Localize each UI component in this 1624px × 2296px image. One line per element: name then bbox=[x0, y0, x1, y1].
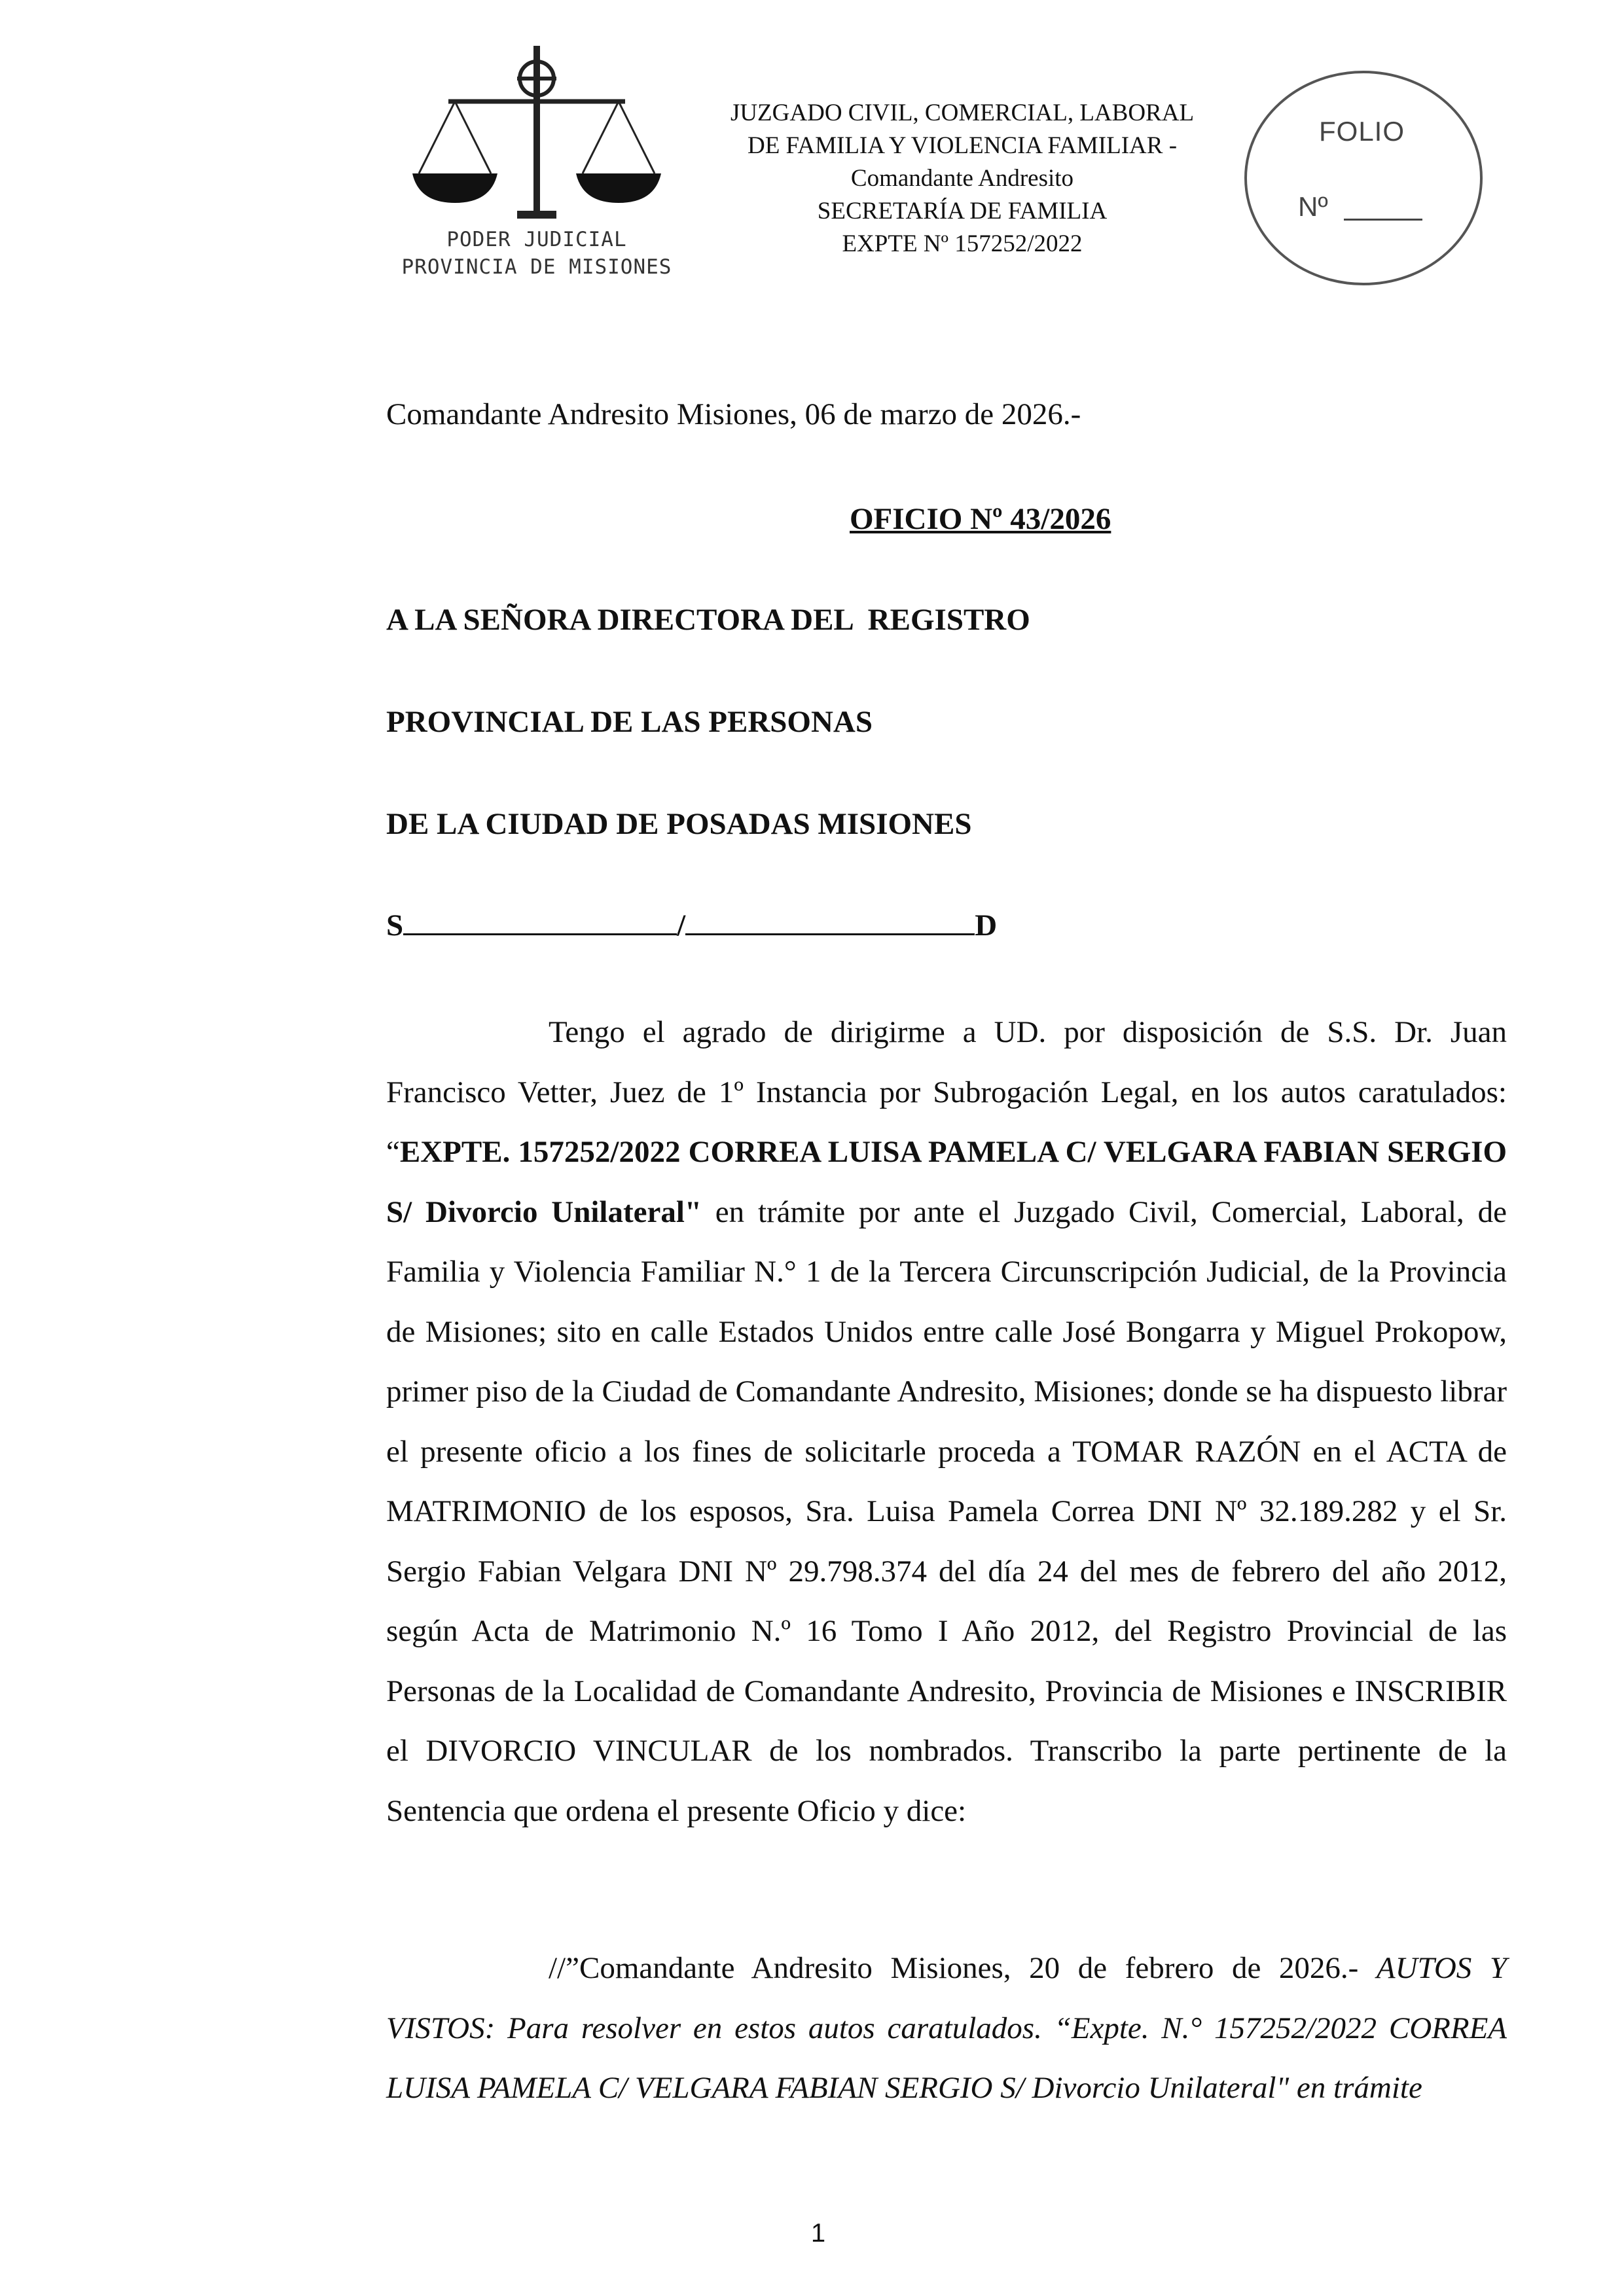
folio-number-blank bbox=[1344, 219, 1422, 221]
case-title: EXPTE. 157252/2022 CORREA LUISA PAMELA C/ VELGARA FABIAN SERGIO S/ Divorcio Unilateral" bbox=[386, 1135, 1507, 1229]
recipient-line-1: A LA SEÑORA DIRECTORA DEL REGISTRO bbox=[386, 603, 1030, 637]
sd-middle: / bbox=[677, 908, 686, 942]
court-header bbox=[655, 97, 1270, 260]
oficio-title: OFICIO Nº 43/2026 bbox=[850, 502, 1111, 536]
scales-of-justice-icon bbox=[393, 39, 681, 229]
folio-stamp bbox=[1240, 67, 1487, 289]
recipient-line-3: DE LA CIUDAD DE POSADAS MISIONES bbox=[386, 807, 972, 841]
sd-start: S bbox=[386, 908, 404, 942]
su-despacho-line bbox=[386, 908, 997, 943]
paragraph-1-body: en trámite por ante el Juzgado Civil, Comercial, Laboral, de Familia y Violencia Familiar N.° 1 de la Tercera Circunscripción Judicial, de la Provincia de Misiones; sito en calle Estados Unidos entre calle José Bongarra y Miguel Prokopow, primer piso de la Ciudad de Comandante Andresito, Misiones; donde se ha dispuesto librar el presente oficio a los fines de solicitarle proceda a TOMAR RAZÓN en el ACTA de MATRIMONIO de los esposos, Sra. Luisa Pamela Correa DNI Nº 32.189.282 y el Sr. Sergio Fabian Velgara DNI Nº 29.798.374 del día 24 del mes de febrero del año 2012, según Acta de Matrimonio N.º 16 Tomo I Año 2012, del Registro Provincial de las Personas de la Localidad de Comandante Andresito, Provincia de Misiones e INSCRIBIR el DIVORCIO VINCULAR de los nombrados. Transcribo la parte pertinente de la Sentencia que ordena el presente Oficio y dice: bbox=[386, 1194, 1507, 1828]
sd-end: D bbox=[975, 908, 998, 942]
folio-circle-icon bbox=[1240, 67, 1487, 289]
paragraph-2-italic: AUTOS Y VISTOS: Para resolver en estos autos caratulados. “Expte. N.° 157252/2022 CORREA LUISA PAMELA C/ VELGARA FABIAN SERGIO S/ Divorcio Unilateral" en trámite bbox=[386, 1951, 1507, 2105]
paragraph-1-intro: Tengo el agrado de dirigirme a UD. por disposición de S.S. Dr. Juan Francisco Vetter, Juez de 1º Instancia por Subrogación Legal, en los autos caratulados: “ bbox=[386, 1015, 1507, 1169]
folio-number-label: Nº bbox=[1298, 191, 1328, 222]
body-paragraph-2 bbox=[386, 1939, 1507, 2119]
court-line-4: SECRETARÍA DE FAMILIA bbox=[817, 198, 1108, 224]
page-number: 1 bbox=[810, 2219, 826, 2248]
sd-blank-2 bbox=[685, 908, 975, 935]
poder-judicial-logo bbox=[393, 39, 681, 301]
court-line-3: Comandante Andresito bbox=[850, 165, 1074, 192]
court-line-1: JUZGADO CIVIL, COMERCIAL, LABORAL bbox=[730, 99, 1195, 126]
sd-blank-1 bbox=[403, 908, 677, 935]
logo-text-poder-judicial: PODER JUDICIAL bbox=[446, 228, 627, 251]
logo-text-provincia: PROVINCIA DE MISIONES bbox=[401, 255, 672, 279]
recipient-line-2: PROVINCIAL DE LAS PERSONAS bbox=[386, 705, 873, 739]
body-paragraph-1 bbox=[386, 1003, 1507, 1841]
place-date: Comandante Andresito Misiones, 06 de marzo de 2026.- bbox=[386, 397, 1081, 431]
folio-label: FOLIO bbox=[1319, 116, 1405, 147]
court-line-2: DE FAMILIA Y VIOLENCIA FAMILIAR - bbox=[747, 132, 1178, 159]
paragraph-2-start: //”Comandante Andresito Misiones, 20 de febrero de 2026.- bbox=[549, 1951, 1377, 1985]
court-line-5: EXPTE Nº 157252/2022 bbox=[842, 230, 1083, 257]
